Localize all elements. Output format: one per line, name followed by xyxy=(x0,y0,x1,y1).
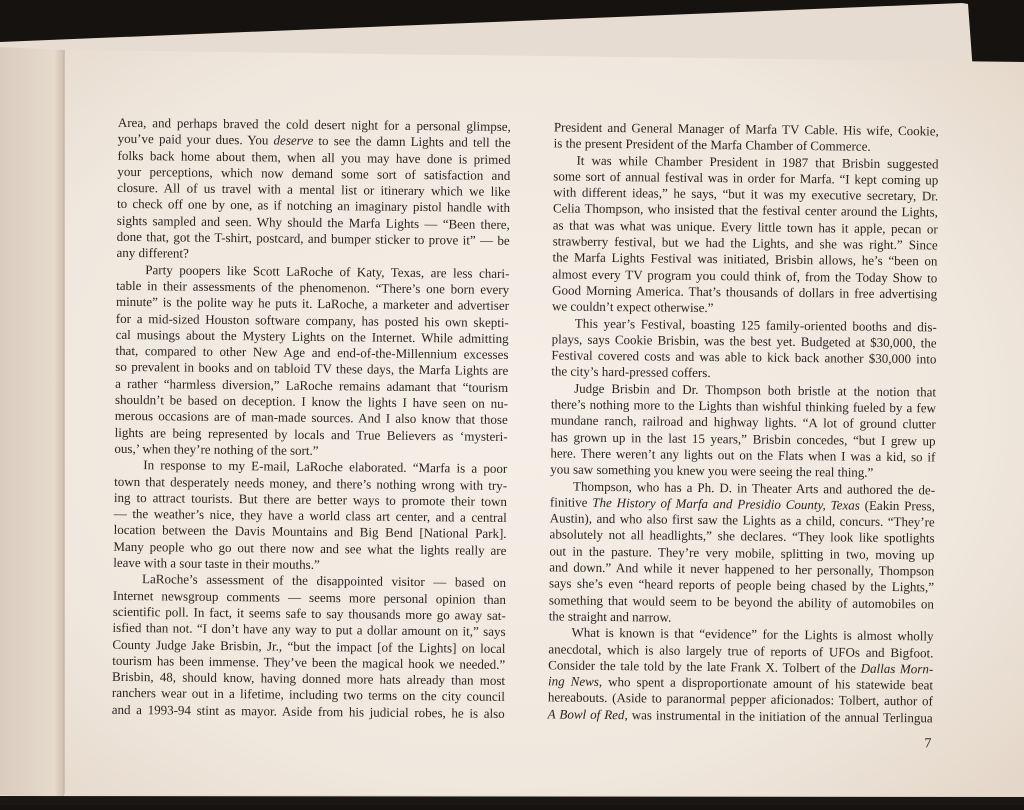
text-line: cal musings about the Mystery Lights on the Internet. While admitting xyxy=(115,326,509,346)
text-line: some sort of annual festival was in order for Marfa. “I kept coming up xyxy=(553,168,939,188)
text-line: any different? xyxy=(116,245,189,261)
text-line: folks back home about them, when all you may have done is primed xyxy=(117,147,511,167)
italic-text: deserve xyxy=(273,132,314,149)
text-line: town that desperately needs money, and there’s nothing wrong with try- xyxy=(114,473,508,493)
text-line: Celia Thompson, who insisted that the festival center around the Lights, xyxy=(552,200,939,220)
text-line: Austin), and who also first saw the Lights as a child, concurs. “They’re xyxy=(549,510,935,530)
text-line: isfied than not. “I don’t have any way to put a dollar amount on it,” says xyxy=(112,620,506,640)
text-line: the straight and narrow. xyxy=(548,608,672,625)
text-line: and down.” And while it never happened to her personally, Thompson xyxy=(549,559,935,579)
text-line: says she’s even “heard reports of people being chased by the Lights,” xyxy=(549,575,935,595)
text-line: we couldn’t expect otherwise.” xyxy=(551,298,714,316)
italic-text: ing News xyxy=(547,673,599,690)
text-line: a rather “harmless diversion,” LaRoche remains adamant that “tourism xyxy=(115,375,509,395)
text-line: — the weather’s nice, they have a world class art center, and a central xyxy=(113,505,507,526)
paragraph xyxy=(554,119,939,156)
paragraph xyxy=(549,478,936,629)
text-line: Internet newsgroup comments — seems more personal opinion than xyxy=(112,587,506,607)
text-run: , was instrumental in the initiation of the annual Terlingua xyxy=(624,706,933,726)
text-line: tourism has been immense. They’ve been the magical hook we needed.” xyxy=(112,652,506,672)
left-column xyxy=(112,115,511,722)
text-line: that, compared to other New Age and end-of-the-Millennium excesses xyxy=(115,343,509,363)
text-line: shouldn’t be based on deception. I know the lights I have seen on nu- xyxy=(114,391,509,412)
text-line: scientific poll. In fact, it seems safe to say thousands more go away sat- xyxy=(112,603,506,623)
text-line: ing to attract tourists. But there are better ways to promote their town xyxy=(113,489,508,509)
text-line: Party poopers like Scott LaRoche of Katy, Texas, are less chari- xyxy=(145,261,510,281)
paragraph xyxy=(112,571,507,722)
text-line: anecdotal, which is also largely true of reports of UFOs and Bigfoot. xyxy=(548,640,934,660)
text-line: LaRoche’s assessment of the disappointed visitor — based on xyxy=(142,571,507,591)
text-line: you saw something you knew you were seeing the real thing.” xyxy=(550,461,874,481)
text-line: merous occasions are of man-made sources. And I also know that those xyxy=(114,408,508,428)
text-line: almost every TV program you could think of, from the Today Show to xyxy=(552,266,938,286)
text-line: the Marfa Lights Festival was initiated, Brisbin allows, he’s “been on xyxy=(552,249,938,269)
text-line: President and General Manager of Marfa TV Cable. His wife, Cookie, xyxy=(553,119,939,139)
text-line xyxy=(548,706,933,726)
text-line: has grown up in the last 15 years,” Brisbin concedes, “but I grew up xyxy=(550,429,936,449)
text-line: Brisbin, 48, should know, having donned more hats already than most xyxy=(112,668,506,689)
text-run: (Eakin Press, xyxy=(859,497,936,514)
text-line: Many people who go out there now and see what the lights really are xyxy=(113,538,507,558)
text-line: your perceptions, which now demand some sort of satisfaction and xyxy=(117,163,511,183)
text-line: hereabouts. (Aside to paranormal pepper aficionados: Tolbert, author of xyxy=(547,689,933,709)
text-line: minute” is the polite way he puts it. LaRoche, a marketer and advertiser xyxy=(115,294,510,314)
text-line: out in the pasture. They’re very mobile, splitting in two, moving up xyxy=(549,543,935,563)
text-line: absolutely not all headlights,” she declares. “They look like spotlights xyxy=(549,526,935,546)
text-line: is the present President of the Marfa Chamber of Commerce. xyxy=(553,135,871,155)
text-run: finitive xyxy=(549,494,593,510)
paragraph xyxy=(113,457,507,575)
italic-text: A Bowl of Red xyxy=(547,706,625,722)
right-column xyxy=(548,119,939,726)
text-line: here. There weren’t any lights out on the Flats when I was a kid, so if xyxy=(550,445,936,465)
text-line: for a mid-sized Houston software company, has posted his own skepti- xyxy=(115,310,509,330)
text-line: with different ideas,” he says, “but it was my executive secretary, Dr. xyxy=(553,184,939,204)
text-line: there’s nothing more to the Lights than wishful thinking fueled by a few xyxy=(550,396,937,416)
text-line: Judge Brisbin and Dr. Thompson both bristle at the notion that xyxy=(574,380,937,400)
text-line: leave with a sour taste in their mouths.” xyxy=(113,554,320,573)
text-line: closure. All of us travel with a mental list or itinerary which we like xyxy=(117,180,511,200)
text-run: Consider the tale told by the late Frank X. Tolbert of the xyxy=(548,657,861,676)
text-line: County Judge Jake Brisbin, Jr., “but the impact [of the Lights] on local xyxy=(112,636,506,656)
text-line: so prevalent in books and on tabloid TV these days, the Marfa Lights are xyxy=(115,359,509,379)
text-line: Good Morning America. That’s thousands of dollars in free advertising xyxy=(552,282,938,302)
text-run: you’ve paid your dues. You xyxy=(117,131,274,148)
text-line: ranchers wear out in a lifetime, including two terms on the city council xyxy=(111,685,505,705)
text-run: to see the damn Lights and tell the xyxy=(313,133,511,151)
text-line: sights sampled and seen. Why should the Marfa Lights — “Been there, xyxy=(116,212,510,232)
paragraph xyxy=(550,380,936,482)
text-line: Thompson, who has a Ph. D. in Theater Arts and authored the de- xyxy=(573,478,936,497)
text-line: In response to my E-mail, LaRoche elaborated. “Marfa is a poor xyxy=(143,457,508,477)
text-line: done that, got the T-shirt, postcard, and bumper sticker to prove it” — be xyxy=(116,228,510,249)
text-run: , who spent a disproportionate amount of his statewide beat xyxy=(598,674,934,693)
paragraph xyxy=(551,315,937,384)
text-line: lights are being represented by locals and True Believers as ‘mysteri- xyxy=(114,424,508,444)
text-line: This year’s Festival, boasting 125 family-oriented booths and dis- xyxy=(574,315,937,335)
text-line: mundane ranch, railroad and highway lights. “A lot of ground clutter xyxy=(550,412,936,432)
paragraph xyxy=(116,115,511,266)
paragraph xyxy=(552,152,939,319)
text-line: the city’s hard-pressed coffers. xyxy=(551,363,711,381)
paragraph xyxy=(548,625,934,727)
page-number: 7 xyxy=(924,736,932,752)
paragraph xyxy=(114,262,509,462)
text-line: table in their assessments of the phenomenon. “There’s one born every xyxy=(116,277,510,297)
text-line: strawberry festival, but we had the Lights, and she was right.” Since xyxy=(552,233,938,253)
italic-text: The History of Marfa and Presidio County, Texas xyxy=(592,494,860,513)
text-line: Area, and perhaps braved the cold desert night for a personal glimpse, xyxy=(117,114,511,134)
text-line: plays, says Cookie Brisbin, was the best yet. Budgeted at $30,000, the xyxy=(551,331,937,351)
text-line: Festival covered costs and was able to kick back another $30,000 into xyxy=(551,347,937,367)
text-line: location between the Davis Mountains and Big Bend [National Park]. xyxy=(113,522,507,542)
text-line: It was while Chamber President in 1987 that Brisbin suggested xyxy=(576,152,939,172)
text-line: as that was what was unique. Every little town has it apple, pecan or xyxy=(552,217,938,237)
text-line: something that would seem to be beyond the ability of automobiles on xyxy=(548,592,934,612)
text-line: ous,’ when they’re nothing of the sort.” xyxy=(114,440,319,458)
text-line: to check off one by one, as if notching an imaginary pistol handle with xyxy=(116,196,511,216)
text-line: and a 1993-94 stint as mayor. Aside from his judicial robes, he is also xyxy=(111,701,505,721)
italic-text: Dallas Morn- xyxy=(860,660,934,677)
text-line: What is known is that “evidence” for the Lights is almost wholly xyxy=(571,624,934,644)
